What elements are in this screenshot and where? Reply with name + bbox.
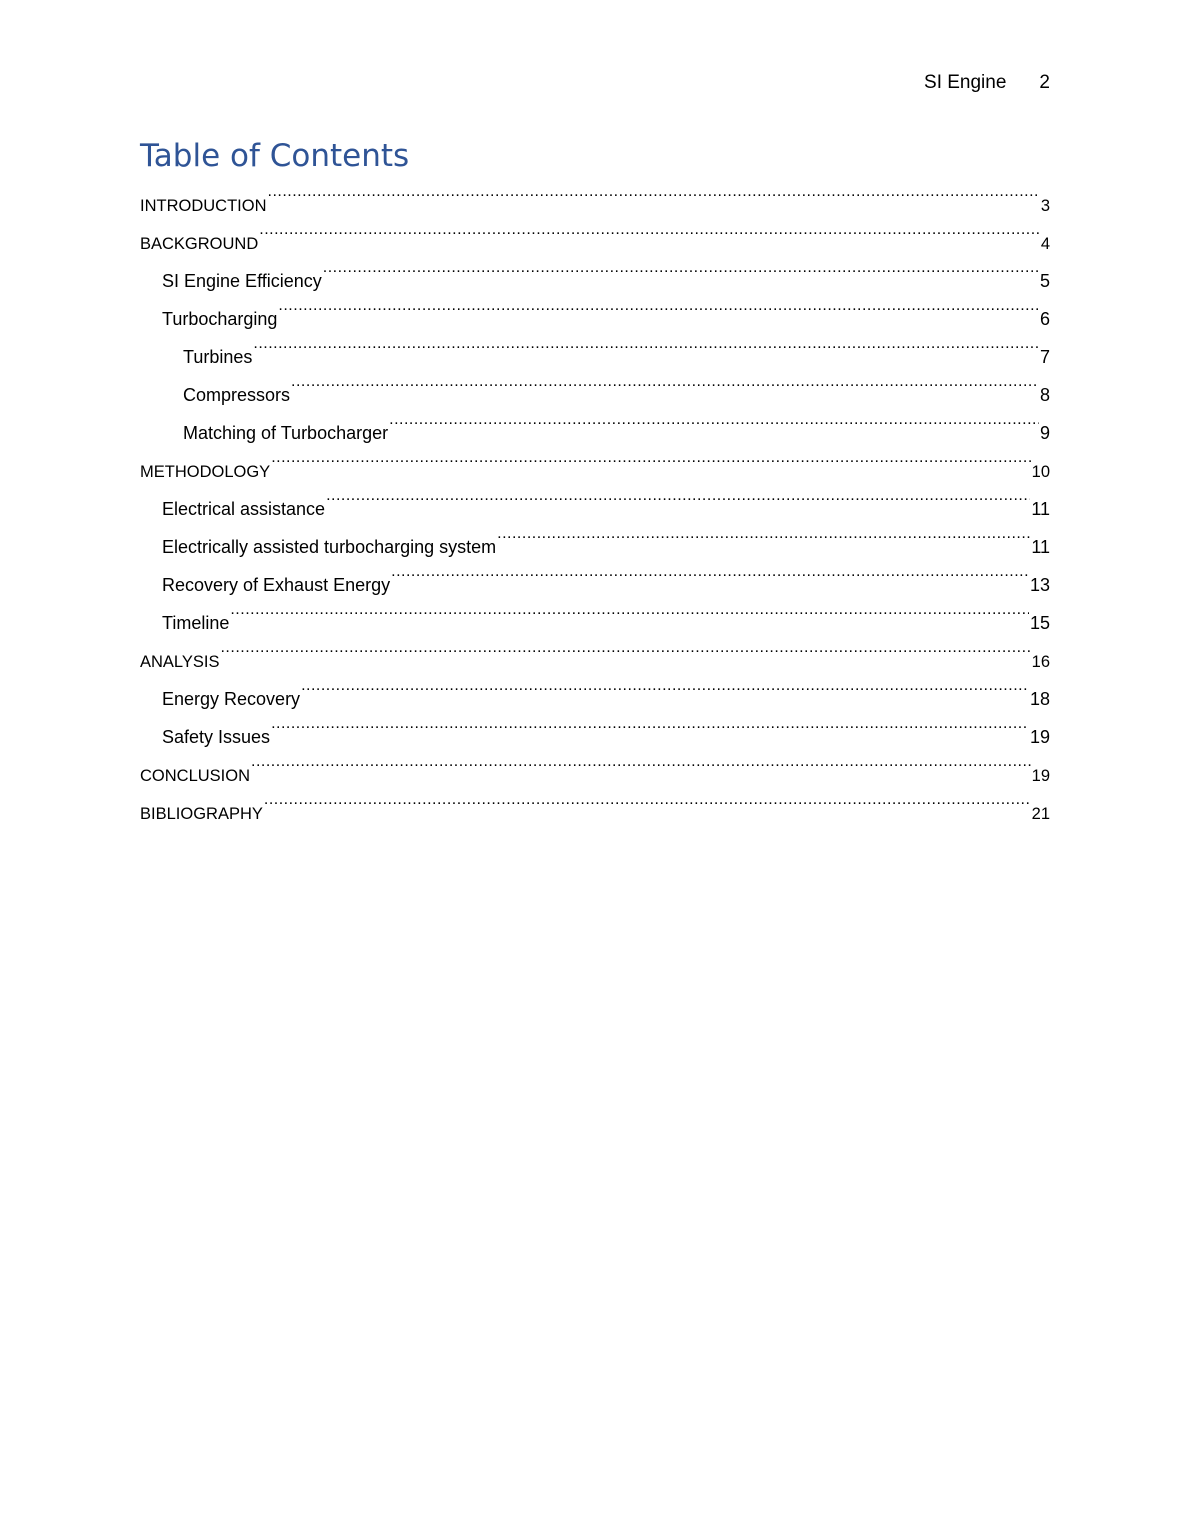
- toc-dot-leader: [391, 553, 1029, 591]
- toc-entry[interactable]: [140, 781, 1050, 823]
- running-header: [924, 71, 1050, 95]
- toc-entry-page: 21: [1031, 805, 1050, 823]
- toc-entry[interactable]: [140, 325, 1050, 367]
- toc-entry-page: 19: [1031, 767, 1050, 785]
- toc-entry-label: Safety Issues: [162, 727, 271, 747]
- toc-entry[interactable]: [140, 591, 1050, 633]
- toc-entry[interactable]: [140, 705, 1050, 747]
- toc-entry-page: 6: [1039, 309, 1050, 329]
- toc-heading: Table of Contents: [140, 138, 410, 174]
- toc-entry-label: BIBLIOGRAPHY: [140, 805, 263, 823]
- toc-dot-leader: [497, 515, 1030, 553]
- toc-dot-leader: [230, 591, 1029, 629]
- toc-entry-label: METHODOLOGY: [140, 463, 271, 481]
- toc-entry-label: BACKGROUND: [140, 235, 259, 253]
- toc-entry[interactable]: [140, 439, 1050, 481]
- toc-entry-label: Matching of Turbocharger: [183, 423, 389, 443]
- toc-dot-leader: [389, 401, 1039, 439]
- toc-dot-leader: [323, 249, 1039, 287]
- toc-entry-label: Compressors: [183, 385, 291, 405]
- toc-dot-leader: [271, 705, 1029, 743]
- toc-entry-label: INTRODUCTION: [140, 197, 267, 215]
- toc-entry-label: Electrical assistance: [162, 499, 326, 519]
- toc-list: [140, 173, 1050, 823]
- toc-entry-page: 13: [1029, 575, 1050, 595]
- toc-entry[interactable]: [140, 477, 1050, 519]
- toc-entry-label: Recovery of Exhaust Energy: [162, 575, 391, 595]
- toc-entry-label: Energy Recovery: [162, 689, 301, 709]
- toc-entry-page: 5: [1039, 271, 1050, 291]
- toc-entry[interactable]: [140, 211, 1050, 253]
- toc-entry-label: Electrically assisted turbocharging system: [162, 537, 497, 557]
- toc-entry-page: 9: [1039, 423, 1050, 443]
- toc-dot-leader: [326, 477, 1030, 515]
- toc-entry-page: 19: [1029, 727, 1050, 747]
- toc-entry-page: 8: [1039, 385, 1050, 405]
- toc-entry-label: Turbocharging: [162, 309, 278, 329]
- toc-entry-label: Timeline: [162, 613, 230, 633]
- toc-entry-page: 11: [1031, 499, 1050, 519]
- toc-entry-label: Turbines: [183, 347, 253, 367]
- toc-entry-page: 4: [1040, 235, 1050, 253]
- toc-entry-label: ANALYSIS: [140, 653, 220, 671]
- toc-entry-page: 10: [1031, 463, 1050, 481]
- toc-entry[interactable]: [140, 363, 1050, 405]
- toc-dot-leader: [291, 363, 1039, 401]
- header-page-number: 2: [1039, 72, 1050, 93]
- toc-entry-page: 15: [1029, 613, 1050, 633]
- toc-dot-leader: [301, 667, 1029, 705]
- toc-entry[interactable]: [140, 743, 1050, 785]
- toc-dot-leader: [251, 743, 1031, 781]
- toc-dot-leader: [220, 629, 1030, 667]
- toc-entry-page: 7: [1039, 347, 1050, 367]
- toc-entry[interactable]: [140, 249, 1050, 291]
- toc-dot-leader: [253, 325, 1039, 363]
- toc-entry[interactable]: [140, 173, 1050, 215]
- toc-dot-leader: [278, 287, 1039, 325]
- toc-entry-label: SI Engine Efficiency: [162, 271, 322, 291]
- toc-entry-page: 16: [1031, 653, 1050, 671]
- toc-entry-page: 3: [1040, 197, 1050, 215]
- toc-entry[interactable]: [140, 629, 1050, 671]
- header-title: SI Engine: [924, 72, 1007, 93]
- toc-dot-leader: [259, 211, 1040, 249]
- toc-dot-leader: [268, 173, 1040, 211]
- toc-entry-label: CONCLUSION: [140, 767, 251, 785]
- toc-entry-page: 18: [1029, 689, 1050, 709]
- toc-dot-leader: [264, 781, 1031, 819]
- toc-entry-page: 11: [1031, 537, 1050, 557]
- toc-dot-leader: [271, 439, 1030, 477]
- toc-entry[interactable]: [140, 667, 1050, 709]
